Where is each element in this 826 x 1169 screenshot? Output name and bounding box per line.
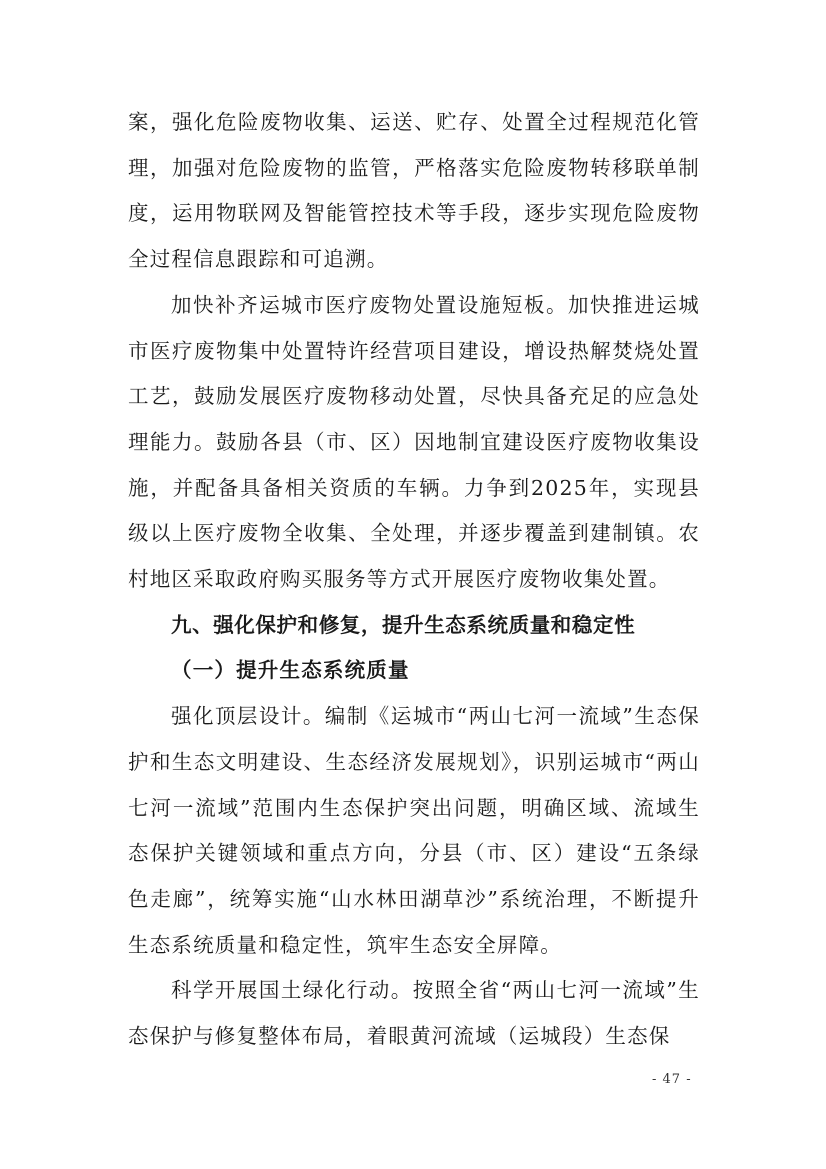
paragraph-hazardous-waste: 案，强化危险废物收集、运送、贮存、处置全过程规范化管理，加强对危险废物的监管，严格落实危险废物转移联单制度，运用物联网及智能管控技术等手段，逐步实现危险废物全过程信息跟踪和可追溯。 <box>128 110 700 272</box>
section-heading: 九、强化保护和修复，提升生态系统质量和稳定性 <box>171 612 636 637</box>
paragraph-top-level-design: 强化顶层设计。编制《运城市“两山七河一流域”生态保护和生态文明建设、生态经济发展规划》，识别运城市“两山七河一流域”范围内生态保护突出问题，明确区域、流域生态保护关键领域和重点方向，分县（市、区）建设“五条绿色走廊”，统筹实施“山水林田湖草沙”系统治理，不断提升生态系统质量和稳定性，筑牢生态安全屏障。 <box>128 704 700 957</box>
page-number: - 47 - <box>652 1072 692 1087</box>
document-page <box>128 100 700 1060</box>
subsection-heading: （一）提升生态系统质量 <box>171 658 410 683</box>
paragraph-medical-waste: 加快补齐运城市医疗废物处置设施短板。加快推进运城市医疗废物集中处置特许经营项目建设，增设热解焚烧处置工艺，鼓励发展医疗废物移动处置，尽快具备充足的应急处理能力。鼓励各县（市、区）因地制宜建设医疗废物收集设施，并配备具备相关资质的车辆。力争到2025年，实现县级以上医疗废物全收集、全处理，并逐步覆盖到建制镇。农村地区采取政府购买服务等方式开展医疗废物收集处置。 <box>128 292 700 592</box>
paragraph-land-greening: 科学开展国土绿化行动。按照全省“两山七河一流域”生态保护与修复整体布局，着眼黄河流域（运城段）生态保 <box>128 978 700 1049</box>
